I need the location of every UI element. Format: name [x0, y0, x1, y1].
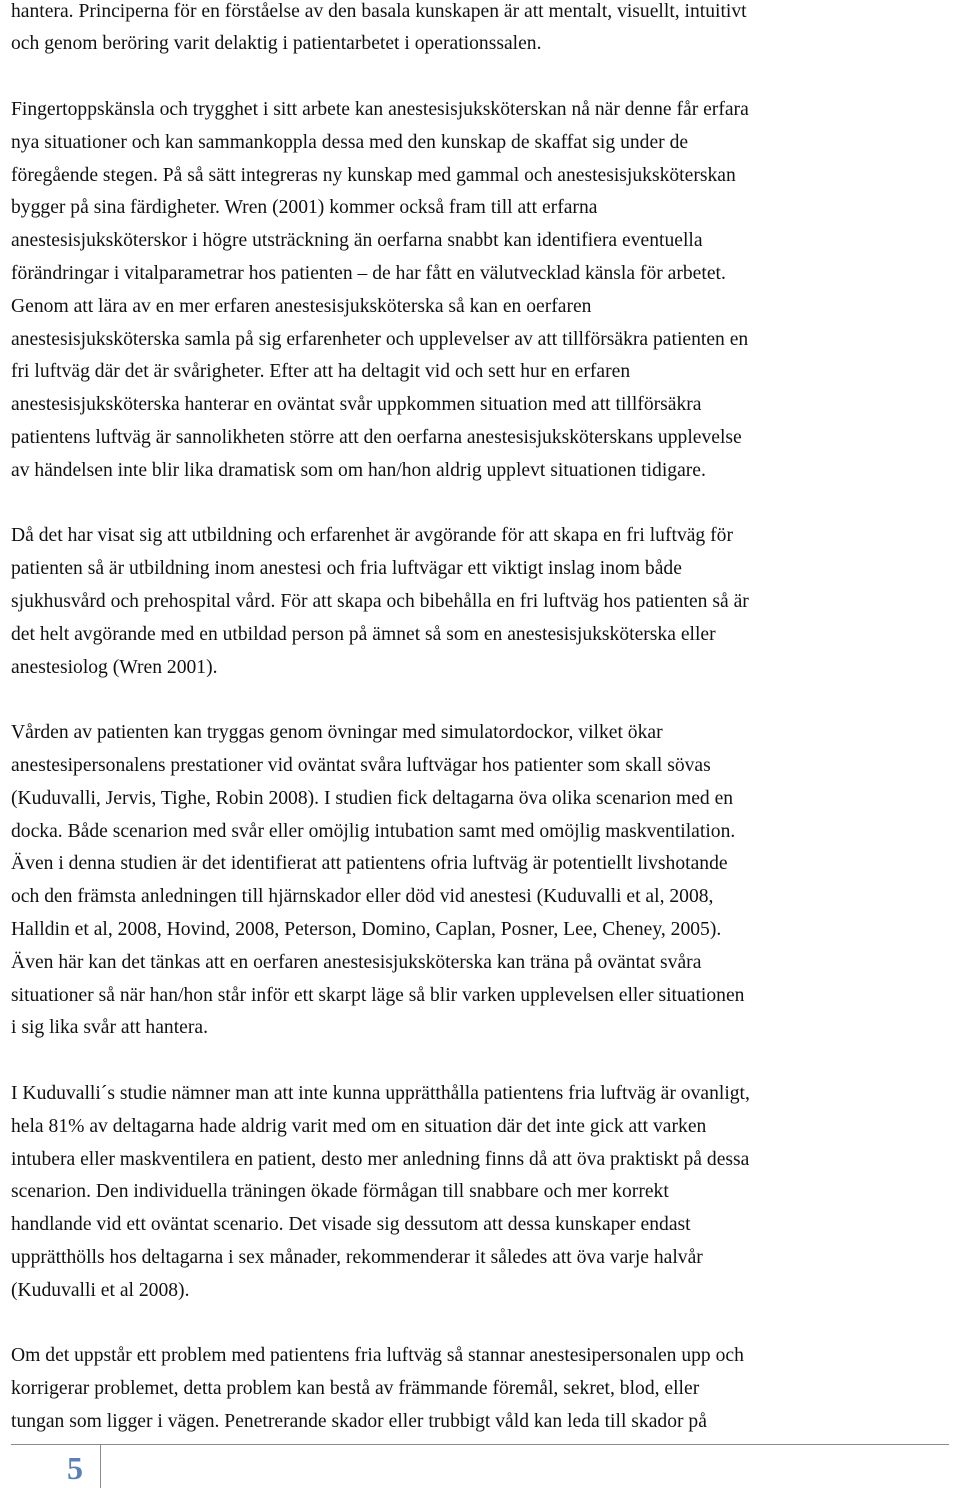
text-line: av händelsen inte blir lika dramatisk som om han/hon aldrig upplevt situationen tidigare.	[11, 459, 706, 481]
text-line: förändringar i vitalparametrar hos patienten – de har fått en välutvecklad känsla för arbetet.	[11, 262, 726, 284]
footer-divider	[11, 1444, 949, 1445]
text-line: i sig lika svår att hantera.	[11, 1017, 208, 1039]
text-line: föregående stegen. På så sätt integreras ny kunskap med gammal och anestesisjuksköterskan	[11, 164, 736, 186]
text-line: intubera eller maskventilera en patient, desto mer anledning finns då att öva praktiskt på dessa	[11, 1148, 750, 1170]
text-line: (Kuduvalli, Jervis, Tighe, Robin 2008). I studien fick deltagarna öva olika scenarion med en	[11, 787, 734, 809]
text-line: Även här kan det tänkas att en oerfaren anestesisjuksköterska kan träna på oväntat svåra	[11, 951, 702, 973]
text-line: scenarion. Den individuella träningen ökade förmågan till snabbare och mer korrekt	[11, 1181, 669, 1203]
text-line: Halldin et al, 2008, Hovind, 2008, Peterson, Domino, Caplan, Posner, Lee, Cheney, 2005).	[11, 918, 722, 940]
text-line: situationer så när han/hon står inför ett skarpt läge så blir varken upplevelsen eller situationen	[11, 984, 745, 1006]
text-line: det helt avgörande med en utbildad person på ämnet så som en anestesisjuksköterska eller	[11, 623, 716, 645]
text-line: I Kuduvalli´s studie nämner man att inte kunna upprätthålla patientens fria luftväg är ovanligt,	[11, 1082, 750, 1104]
text-line: hela 81% av deltagarna hade aldrig varit med om en situation där det inte gick att varken	[11, 1115, 707, 1137]
text-line: och genom beröring varit delaktig i patientarbetet i operationssalen.	[11, 33, 542, 55]
paragraph-gap	[11, 61, 949, 94]
text-line: handlande vid ett oväntat scenario. Det visade sig dessutom att dessa kunskaper endast	[11, 1214, 691, 1236]
text-line: Genom att lära av en mer erfaren anestesisjuksköterska så kan en oerfaren	[11, 295, 592, 317]
text-line: och den främsta anledningen till hjärnskador eller död vid anestesi (Kuduvalli et al, 2008,	[11, 886, 714, 908]
text-line: sjukhusvård och prehospital vård. För att skapa och bibehålla en fri luftväg hos patienten så är	[11, 590, 749, 612]
text-line: bygger på sina färdigheter. Wren (2001) kommer också fram till att erfarna	[11, 197, 598, 219]
text-line: anestesisjuksköterskor i högre utsträckning än oerfarna snabbt kan identifiera eventuella	[11, 230, 703, 252]
text-line: docka. Både scenarion med svår eller omöjlig intubation samt med omöjlig maskventilation.	[11, 820, 736, 842]
footer-vertical-divider	[100, 1444, 101, 1488]
paragraph-gap	[11, 684, 949, 717]
text-line: anestesipersonalens prestationer vid oväntat svåra luftvägar hos patienter som skall sövas	[11, 754, 711, 776]
text-line: tungan som ligger i vägen. Penetrerande skador eller trubbigt våld kan leda till skador på	[11, 1410, 707, 1432]
body-text	[11, 0, 949, 1439]
text-line: korrigerar problemet, detta problem kan bestå av främmande föremål, sekret, blod, eller	[11, 1378, 700, 1400]
page-number: 5	[67, 1450, 83, 1486]
text-line: anestesiolog (Wren 2001).	[11, 656, 218, 678]
text-line: hantera. Principerna för en förståelse av den basala kunskapen är att mentalt, visuellt, intuitivt	[11, 0, 747, 22]
page-footer	[11, 1444, 949, 1488]
text-line: fri luftväg där det är svårigheter. Efter att ha deltagit vid och sett hur en erfaren	[11, 361, 631, 383]
text-line: Vården av patienten kan tryggas genom övningar med simulatordockor, vilket ökar	[11, 722, 663, 744]
text-line: nya situationer och kan sammankoppla dessa med den kunskap de skaffat sig under de	[11, 131, 689, 153]
text-line: upprätthölls hos deltagarna i sex månader, rekommenderar it således att öva varje halvår	[11, 1246, 703, 1268]
text-line: Om det uppstår ett problem med patientens fria luftväg så stannar anestesipersonalen upp och	[11, 1345, 744, 1367]
text-line: patientens luftväg är sannolikheten större att den oerfarna anestesisjuksköterskans upplevelse	[11, 426, 742, 448]
paragraph-gap	[11, 488, 949, 521]
text-line: Då det har visat sig att utbildning och erfarenhet är avgörande för att skapa en fri luftväg för	[11, 525, 733, 547]
text-line: patienten så är utbildning inom anestesi och fria luftvägar ett viktigt inslag inom både	[11, 558, 682, 580]
text-line: Även i denna studien är det identifierat att patientens ofria luftväg är potentiellt livshotande	[11, 853, 728, 875]
paragraph-gap	[11, 1045, 949, 1078]
text-line: anestesisjuksköterska hanterar en oväntat svår uppkommen situation med att tillförsäkra	[11, 394, 702, 416]
text-line: (Kuduvalli et al 2008).	[11, 1279, 190, 1301]
text-line: Fingertoppskänsla och trygghet i sitt arbete kan anestesisjuksköterskan nå när denne får erfara	[11, 99, 749, 120]
text-line: anestesisjuksköterska samla på sig erfarenheter och upplevelser av att tillförsäkra patienten en	[11, 328, 749, 350]
paragraph-gap	[11, 1307, 949, 1340]
